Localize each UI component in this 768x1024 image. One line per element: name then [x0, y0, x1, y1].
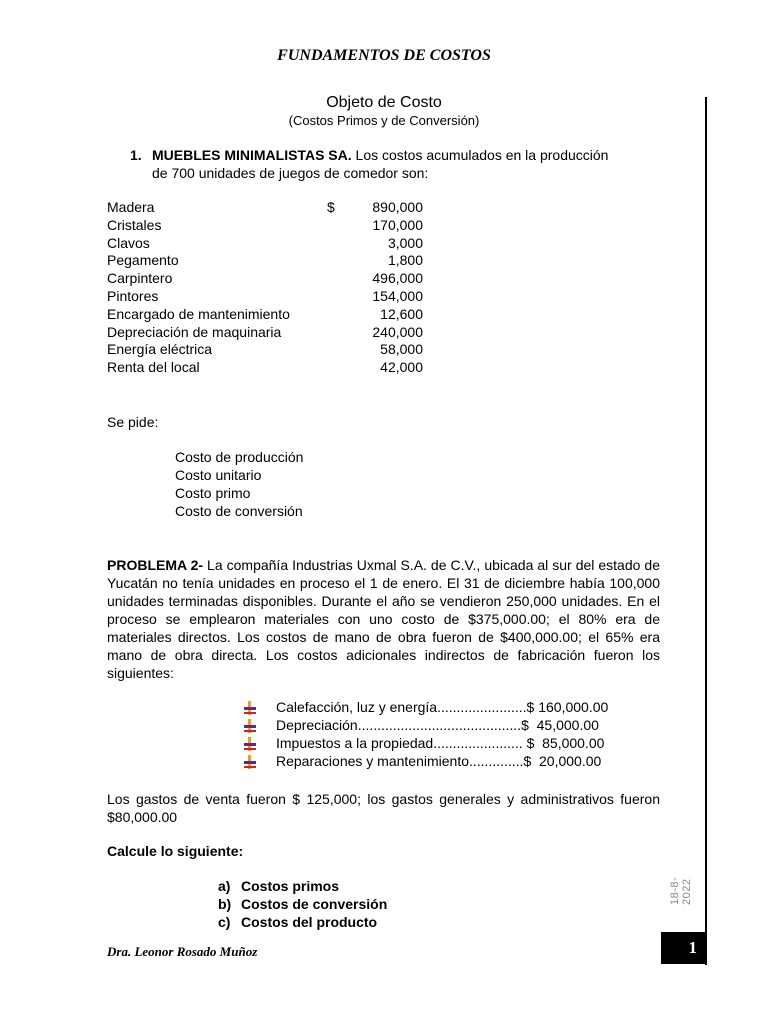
cross-bullet-icon — [243, 719, 257, 733]
cost-item — [107, 306, 427, 324]
document-header: FUNDAMENTOS DE COSTOS — [277, 47, 491, 64]
cross-bullet-icon — [243, 755, 257, 769]
overhead-item — [243, 698, 643, 716]
cost-item-amount: 3,000 — [387, 234, 423, 251]
request-item: Costo de producción — [175, 449, 304, 465]
request-item: Costo de conversión — [175, 503, 303, 519]
currency-symbol: $ — [327, 199, 335, 215]
overhead-item-text: Impuestos a la propiedad....................... $ 85,000.00 — [276, 735, 605, 751]
problem1-text-line2: de 700 unidades de juegos de comedor son: — [152, 165, 429, 181]
cost-item — [107, 252, 427, 270]
cost-items-list — [107, 199, 427, 377]
overhead-item — [243, 716, 643, 734]
cost-item-label: Pegamento — [107, 252, 179, 269]
vertical-rule — [705, 97, 707, 965]
cost-item-amount: 42,000 — [380, 359, 423, 376]
calc-item-letter: b) — [218, 896, 232, 912]
problem1-company: MUEBLES MINIMALISTAS SA. — [152, 147, 352, 163]
cost-item — [107, 288, 427, 306]
se-pide-label: Se pide: — [107, 414, 159, 430]
request-item: Costo unitario — [175, 467, 262, 483]
calc-item-letter: c) — [218, 914, 231, 930]
cost-item-amount: 170,000 — [372, 216, 423, 233]
calc-item — [218, 877, 387, 895]
cost-item-label: Depreciación de maquinaria — [107, 323, 282, 340]
cost-item-amount: 496,000 — [372, 270, 423, 287]
overhead-item-text: Depreciación..........................................$ 45,000.00 — [276, 717, 599, 733]
cost-item — [107, 235, 427, 253]
cost-item — [107, 324, 427, 342]
cost-item-amount: 154,000 — [372, 287, 423, 304]
cross-bullet-icon — [243, 701, 257, 715]
cost-item — [107, 359, 427, 377]
cost-item — [107, 217, 427, 235]
calc-item-text: Costos de conversión — [241, 896, 388, 912]
problem2-statement — [107, 556, 660, 682]
problem1-statement — [130, 146, 650, 182]
page-number: 1 — [661, 932, 707, 964]
cost-item — [107, 199, 427, 217]
calc-item — [218, 895, 387, 913]
calc-title: Calcule lo siguiente: — [107, 843, 244, 859]
date-stamp: 18-8-2022 — [669, 876, 693, 905]
section-title: Objeto de Costo — [326, 94, 442, 111]
overhead-item — [243, 734, 643, 752]
overhead-list — [243, 698, 643, 770]
cost-item-label: Clavos — [107, 234, 150, 251]
calc-item-text: Costos del producto — [241, 914, 378, 930]
calc-list — [218, 877, 387, 931]
overhead-item-text: Calefacción, luz y energía.......................$ 160,000.00 — [276, 699, 609, 715]
problem1-text-line1: Los costos acumulados en la producción — [351, 147, 609, 163]
cost-item-amount: 890,000 — [372, 199, 423, 215]
problem2-text: La compañía Industrias Uxmal S.A. de C.V., ubicada al sur del estado de Yucatán no tenía unidades en proceso el 1 de enero. El 31 de diciembre había 100,000 unidades terminadas disponibles. Durante el año se vendieron 250,000 unidades. En el proceso se emplearon materiales con uno costo de $375,000.00; el 80% era de materiales directos. Los costos de mano de obra fueron de $400,000.00; el 65% era mano de obra directa. Los costos adicionales indirectos de fabricación fueron los siguientes: — [107, 557, 660, 681]
cost-item-label: Madera — [107, 199, 155, 215]
cost-item-label: Pintores — [107, 287, 159, 304]
section-subtitle: (Costos Primos y de Conversión) — [288, 113, 480, 128]
overhead-item — [243, 752, 643, 770]
request-item: Costo primo — [175, 485, 251, 501]
cost-item-label: Encargado de mantenimiento — [107, 305, 290, 322]
cost-item-label: Renta del local — [107, 359, 200, 376]
cost-item-label: Carpintero — [107, 270, 173, 287]
calc-item-letter: a) — [218, 878, 231, 894]
calc-item-text: Costos primos — [241, 878, 340, 894]
cost-item — [107, 270, 427, 288]
problem2-label: PROBLEMA 2- — [107, 557, 204, 573]
cost-item-amount: 1,800 — [387, 252, 423, 269]
cost-item-amount: 240,000 — [372, 323, 423, 340]
author-name: Dra. Leonor Rosado Muñoz — [107, 944, 258, 959]
requests-list — [175, 448, 303, 520]
cost-item-label: Cristales — [107, 216, 162, 233]
selling-expenses-text: Los gastos de venta fueron $ 125,000; los gastos generales y administrativos fueron $80,000.00 — [107, 791, 660, 825]
overhead-item-text: Reparaciones y mantenimiento..............$ 20,000.00 — [276, 753, 602, 769]
calc-item — [218, 913, 387, 931]
cost-item — [107, 341, 427, 359]
cost-item-amount: 58,000 — [380, 341, 423, 358]
cost-item-label: Energía eléctrica — [107, 341, 213, 358]
cost-item-amount: 12,600 — [380, 305, 423, 322]
cross-bullet-icon — [243, 737, 257, 751]
problem1-number: 1. — [130, 147, 142, 163]
